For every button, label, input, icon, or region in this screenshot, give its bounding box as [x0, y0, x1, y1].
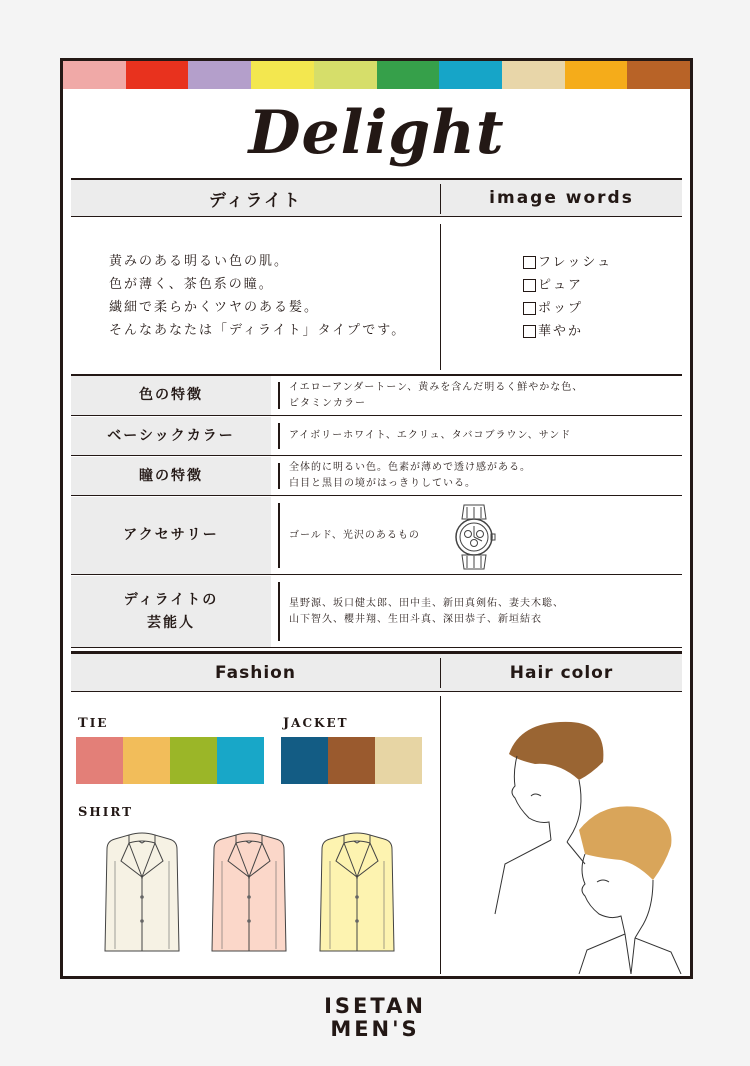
feature-label: 瞳の特徴 [71, 457, 271, 495]
tie-label-rest: IE [89, 716, 109, 730]
tie-label [78, 716, 108, 731]
wristwatch-icon [451, 503, 497, 571]
feature-divider [278, 582, 280, 641]
palette-swatch [63, 61, 126, 89]
fashion-heading: Fashion [215, 662, 296, 683]
logo-line: MEN'S [330, 1017, 420, 1041]
feature-row-basic-color [71, 417, 682, 456]
palette-swatch [251, 61, 314, 89]
palette-swatch [439, 61, 502, 89]
shirt-illustration [101, 831, 183, 955]
shirt-illustration [208, 831, 290, 955]
feature-value [289, 497, 420, 574]
tie-label-initial: T [78, 716, 90, 731]
image-words-heading: image words [489, 188, 634, 208]
feature-row-celebrities [71, 576, 682, 648]
page-title: Delight [248, 98, 505, 168]
feature-divider [278, 382, 280, 409]
palette-swatch [377, 61, 440, 89]
tie-color-strip [76, 737, 264, 784]
hair-color-illustration [475, 714, 685, 974]
feature-value-line: 星野源、坂口健太郎、田中圭、新田真剣佑、妻夫木聡、 [289, 597, 564, 609]
shirt-label [78, 805, 133, 820]
hair-color-heading: Hair color [509, 662, 614, 683]
image-word-label: ピュア [538, 278, 584, 293]
jacket-swatch [281, 737, 328, 784]
feature-row-eyes [71, 457, 682, 496]
jacket-swatch [375, 737, 422, 784]
feature-value-line: 全体的に明るい色。色素が薄めで透け感がある。 [289, 462, 531, 473]
checkbox-icon [523, 256, 536, 269]
shirt-illustration [316, 831, 398, 955]
image-word-item [523, 297, 612, 320]
description-line: 色が薄く、茶色系の瞳。 [109, 277, 274, 292]
feature-divider [278, 463, 280, 489]
feature-label [71, 576, 271, 647]
feature-value-line: アイボリーホワイト、エクリュ、タバコブラウン、サンド [289, 430, 572, 441]
feature-value [289, 457, 531, 495]
fashion-header-band [71, 651, 682, 692]
feature-label: アクセサリー [71, 497, 271, 574]
jacket-color-strip [281, 737, 422, 784]
isetan-mens-logo [0, 995, 750, 1041]
palette-swatch [188, 61, 251, 89]
image-word-label: ポップ [538, 301, 584, 316]
description-line: そんなあなたは「ディライト」タイプです。 [109, 323, 407, 338]
feature-divider [278, 423, 280, 449]
jacket-label-initial: J [283, 716, 292, 731]
feature-row-accessory [71, 497, 682, 575]
feature-value-line: ゴールド、光沢のあるもの [289, 529, 420, 541]
jacket-label-rest: ACKET [291, 716, 349, 730]
image-word-item [523, 251, 612, 274]
feature-value-line: イエローアンダートーン、黄みを含んだ明るく鮮やかな色、 [289, 381, 584, 393]
checkbox-icon [523, 302, 536, 315]
image-word-label: フレッシュ [538, 255, 613, 270]
logo-line: ISETAN [324, 994, 426, 1018]
delight-card [60, 58, 693, 979]
tie-swatch [217, 737, 264, 784]
checkbox-icon [523, 279, 536, 292]
fashion-divider [440, 696, 441, 974]
feature-row-color [71, 376, 682, 416]
feature-value-line: ビタミンカラー [289, 397, 366, 409]
image-word-item [523, 320, 612, 343]
feature-value [289, 576, 564, 647]
feature-label: 色の特徴 [71, 376, 271, 415]
palette-swatch [314, 61, 377, 89]
tie-swatch [123, 737, 170, 784]
feature-value-line: 山下智久、櫻井翔、生田斗真、深田恭子、新垣結衣 [289, 613, 542, 625]
feature-label-line: 芸能人 [147, 614, 195, 631]
description-line: 黄みのある明るい色の肌。 [109, 254, 290, 269]
description-line: 繊細で柔らかくツヤのある髪。 [109, 300, 320, 315]
palette-swatch [126, 61, 189, 89]
palette-swatch [565, 61, 628, 89]
image-word-item [523, 274, 612, 297]
type-name-heading: ディライト [208, 190, 303, 211]
feature-label-line: ディライトの [123, 591, 219, 608]
feature-value-line: 白目と黒目の境がはっきりしている。 [289, 478, 476, 489]
type-description [109, 250, 406, 342]
palette-swatch [627, 61, 690, 89]
type-header-band [71, 178, 682, 217]
image-words-list [523, 251, 612, 343]
intro-divider [440, 224, 441, 370]
checkbox-icon [523, 325, 536, 338]
jacket-label [283, 716, 349, 731]
feature-value [289, 376, 583, 415]
color-palette-strip [63, 61, 690, 89]
palette-swatch [502, 61, 565, 89]
shirt-label-rest: HIRT [89, 805, 134, 819]
tie-swatch [76, 737, 123, 784]
tie-swatch [170, 737, 217, 784]
jacket-swatch [328, 737, 375, 784]
feature-divider [278, 503, 280, 568]
image-word-label: 華やか [538, 324, 584, 339]
shirt-label-initial: S [78, 805, 90, 820]
feature-value [289, 417, 571, 455]
feature-label: ベーシックカラー [71, 417, 271, 455]
